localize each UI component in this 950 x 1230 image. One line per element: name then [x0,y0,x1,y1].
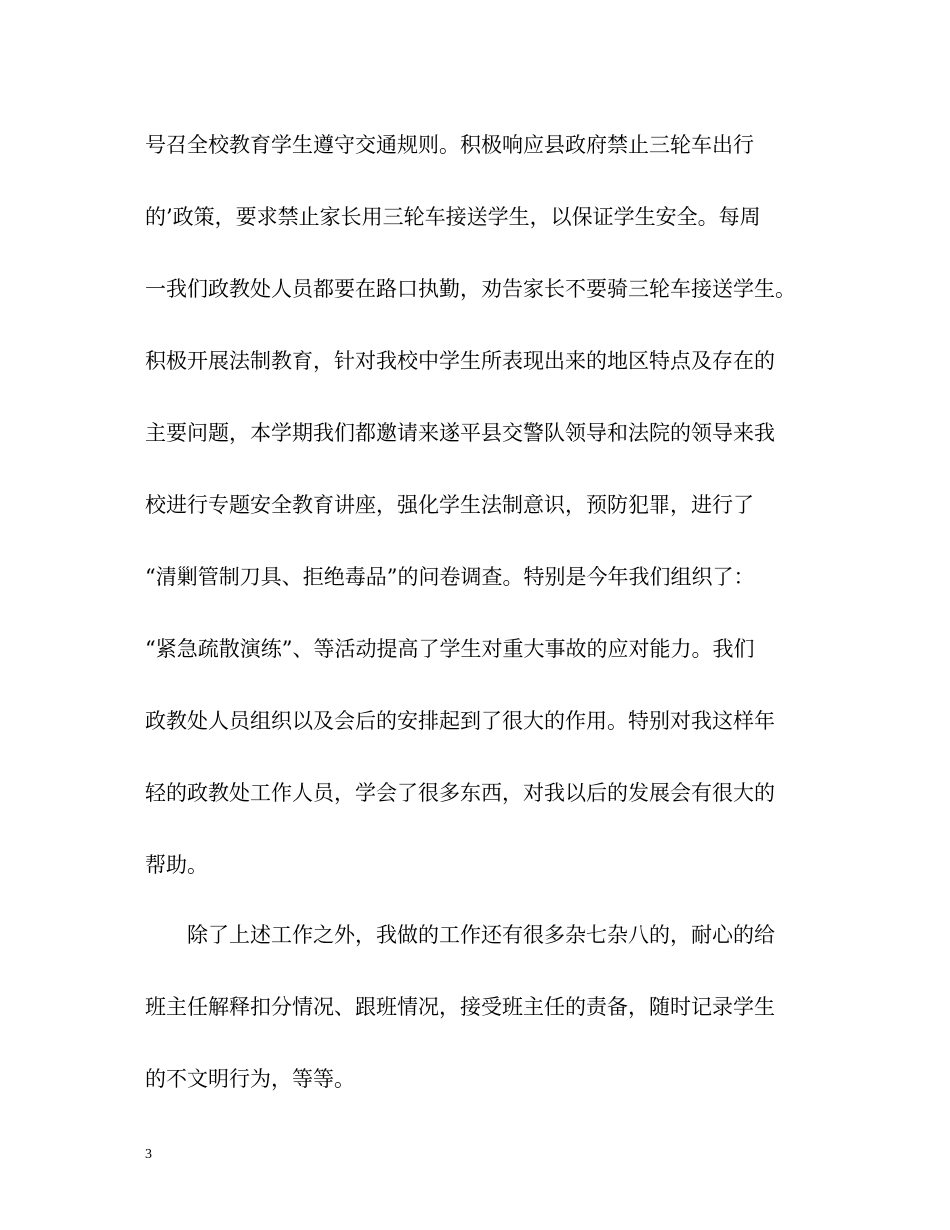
text-line: 的’政策，要求禁止家长用三轮车接送学生，以保证学生安全。每周 [145,205,761,229]
text-line: 主要问题，本学期我们都邀请来遂平县交警队领导和法院的领导来我 [145,421,775,445]
text-line: 班主任解释扣分情况、跟班情况，接受班主任的责备，随时记录学生 [145,995,775,1019]
text-line: 的不文明行为，等等。 [145,1067,355,1091]
text-line: 政教处人员组织以及会后的安排起到了很大的作用。特别对我这样年 [145,709,775,733]
paragraph-first-line: 除了上述工作之外，我做的工作还有很多杂七杂八的，耐心的给 [187,923,775,947]
page-number: 3 [145,1147,152,1162]
text-line: 积极开展法制教育，针对我校中学生所表现出来的地区特点及存在的 [145,349,775,373]
text-line: 号召全校教育学生遵守交通规则。积极响应县政府禁止三轮车出行 [145,133,754,157]
text-line: 轻的政教处工作人员，学会了很多东西，对我以后的发展会有很大的 [145,781,775,805]
text-line: 一我们政教处人员都要在路口执勤，劝告家长不要骑三轮车接送学生。 [145,277,796,301]
text-line: “紧急疏散演练”、等活动提高了学生对重大事故的应对能力。我们 [145,637,755,661]
text-line: 帮助。 [145,853,208,877]
text-line: 校进行专题安全教育讲座，强化学生法制意识，预防犯罪，进行了 [145,493,754,517]
text-line: “清剿管制刀具、拒绝毒品”的问卷调查。特别是今年我们组织了： [145,565,755,589]
